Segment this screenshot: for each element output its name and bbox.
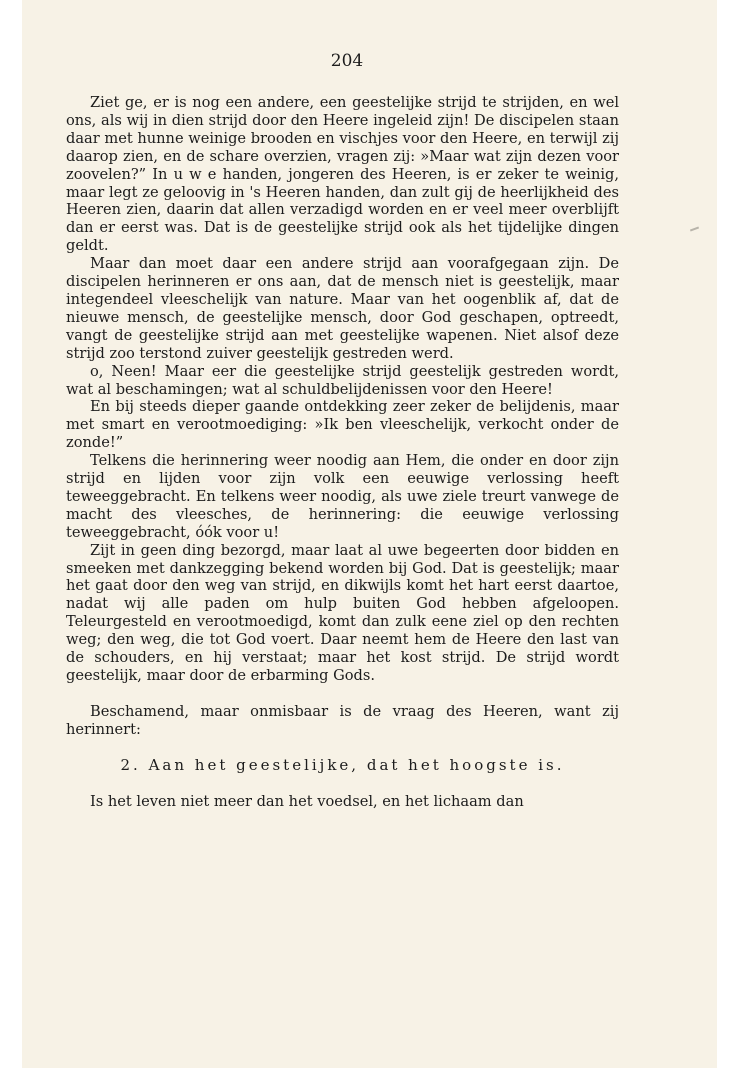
paragraph-1: Ziet ge, er is nog een andere, een geestelijke strijd te strijden, en wel ons, als wij in dien strijd door den Heere ingeleid zijn! De discipelen staan daar met hunne weinige brooden en vischjes voor den Heere, en terwijl zij daarop zien, en de schare overzien, vragen zij: »Maar wat zijn dezen voor zoovelen?” In u w e handen, jongeren des Heeren, is er zeker te weinig, maar legt ze geloovig in 's Heeren handen, dan zult gij de heerlijkheid des Heeren zien, daarin dat allen verzadigd worden en er veel meer overblijft dan er eerst was. Dat is de geestelijke strijd ook als het tijdelijke dingen geldt. — [66, 94, 619, 255]
paragraph-5: Telkens die herinnering weer noodig aan Hem, die onder en door zijn strijd en lijden voor zijn volk een eeuwige verlossing heeft teweeggebracht. En telkens weer noodig, als uwe ziele treurt vanwege de macht des vleesches, de herinnering: die eeuwige verlossing teweeggebracht, óók voor u! — [66, 452, 619, 541]
page-number: 204 — [330, 51, 364, 71]
body-text — [66, 94, 619, 811]
paragraph-4: En bij steeds dieper gaande ontdekking zeer zeker de belijdenis, maar met smart en verootmoediging: »Ik ben vleeschelijk, verkocht onder de zonde!” — [66, 398, 619, 452]
closing-intro: Beschamend, maar onmisbaar is de vraag des Heeren, want zij herinnert: — [66, 702, 619, 738]
section-heading: 2. Aan het geestelijke, dat het hoogste is. — [120, 755, 565, 774]
last-line: Is het leven niet meer dan het voedsel, en het lichaam dan — [90, 792, 524, 810]
paragraph-3: o, Neen! Maar eer die geestelijke strijd geestelijk gestreden wordt, wat al beschamingen; wat al schuldbelijdenissen voor den Heere! — [66, 362, 619, 398]
paragraph-6: Zijt in geen ding bezorgd, maar laat al uwe begeerten door bidden en smeeken met dankzegging bekend worden bij God. Dat is geestelijk; maar het gaat door den weg van strijd, en dikwijls komt het hart eerst daartoe, nadat wij alle paden om hulp buiten God hebben afgeloopen. Teleurgesteld en verootmoedigd, komt dan zulk eene ziel op den rechten weg; den weg, die tot God voert. Daar neemt hem de Heere den last van de schouders, en hij verstaat; maar het kost strijd. De strijd wordt geestelijk, maar door de erbarming Gods. — [66, 541, 619, 684]
paragraph-2: Maar dan moet daar een andere strijd aan voorafgegaan zijn. De discipelen herinneren er ons aan, dat de mensch niet is geestelijk, maar integendeel vleeschelijk van nature. Maar van het oogenblik af, dat de nieuwe mensch, de geestelijke mensch, door God geschapen, optreedt, vangt de geestelijke strijd aan met geestelijke wapenen. Niet alsof deze strijd zoo terstond zuiver geestelijk gestreden werd. — [66, 255, 619, 362]
